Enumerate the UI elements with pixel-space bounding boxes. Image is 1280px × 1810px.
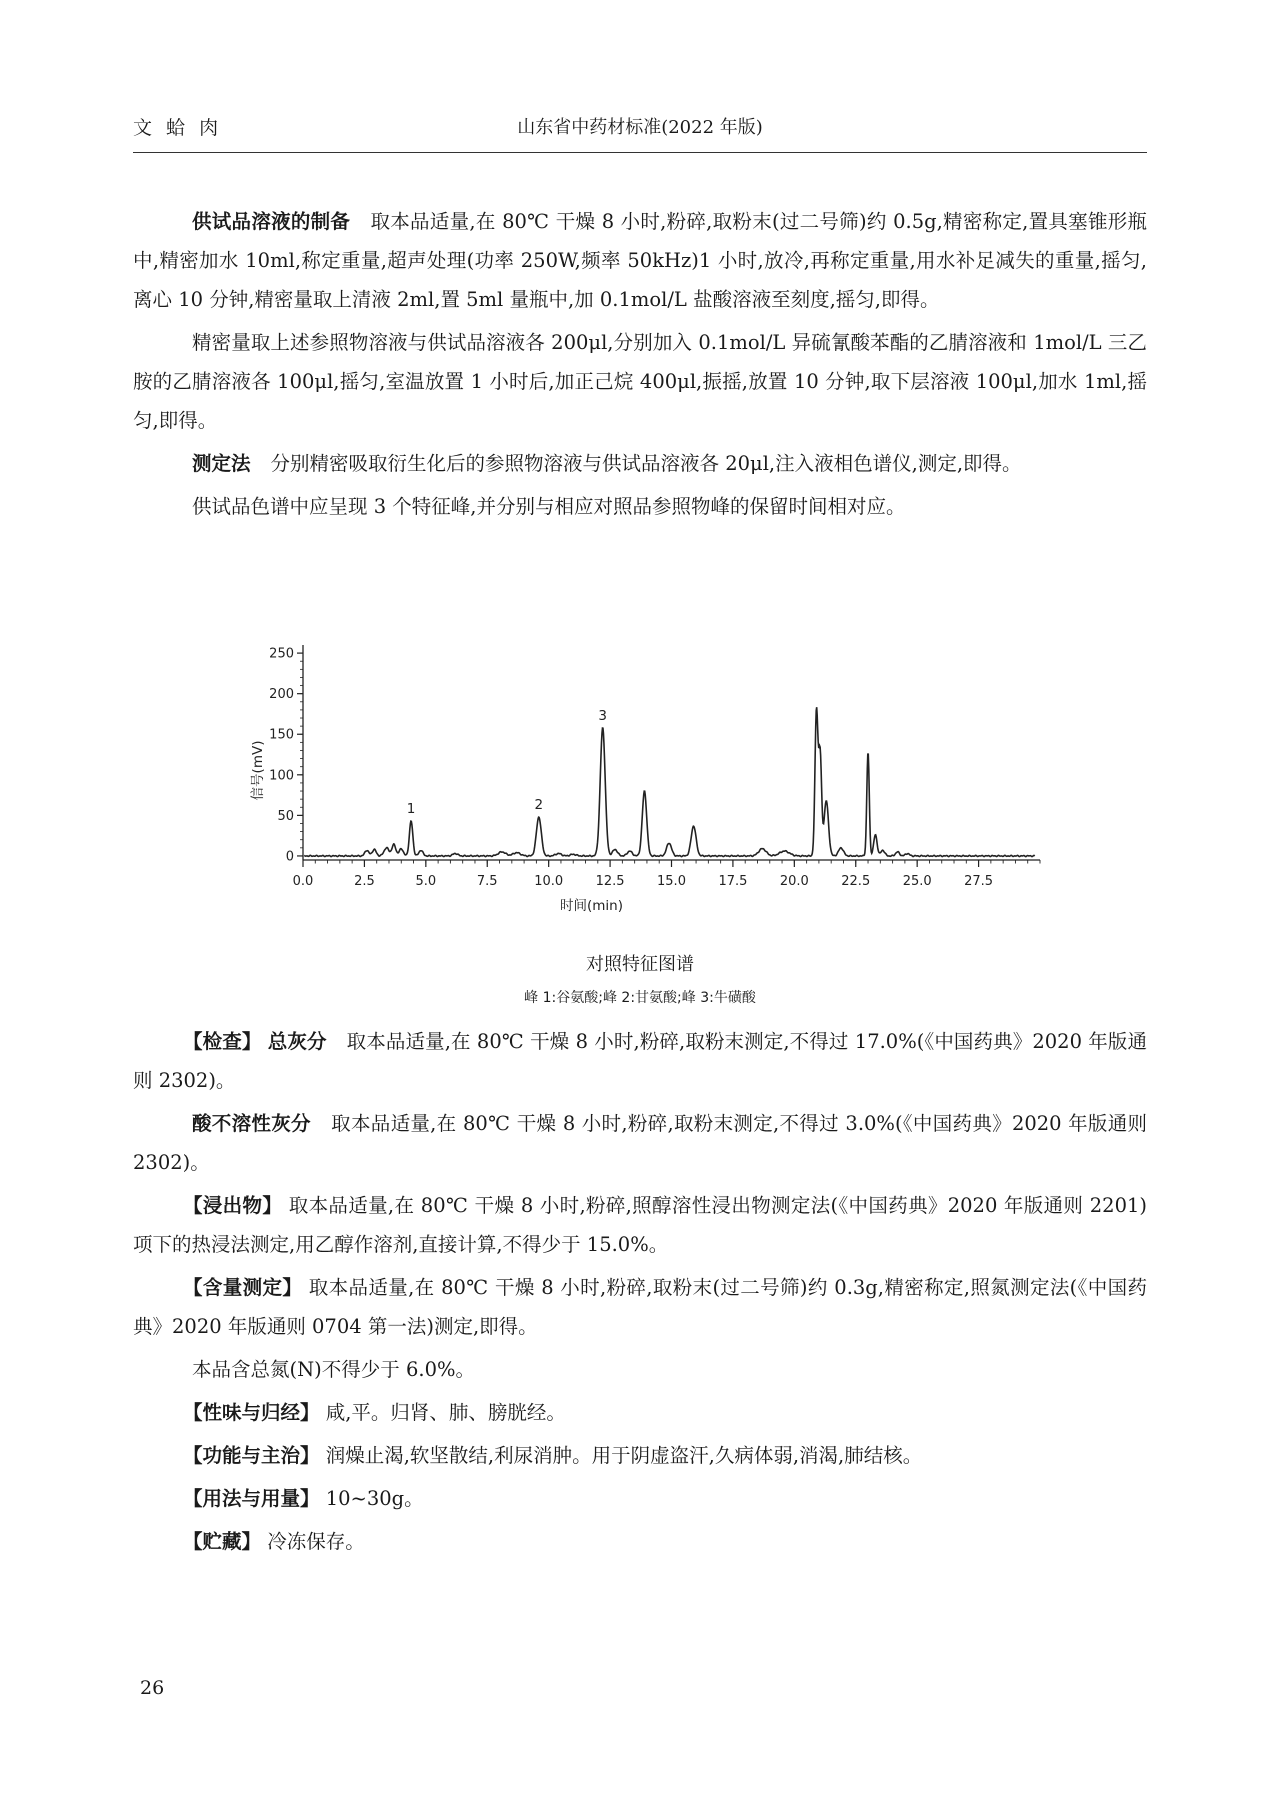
heading-function: 【功能与主治】	[183, 1444, 320, 1467]
y-tick-label: 250	[269, 646, 294, 662]
peak-labels	[407, 708, 607, 817]
header-rule	[133, 152, 1147, 153]
x-axis-label: 时间(min)	[560, 898, 623, 914]
text-requirement: 供试品色谱中应呈现 3 个特征峰,并分别与相应对照品参照物峰的保留时间相对应。	[192, 495, 906, 518]
text-derivatization: 精密量取上述参照物溶液与供试品溶液各 200μl,分别加入 0.1mol/L 异硫氰酸苯酯的乙腈溶液和 1mol/L 三乙胺的乙腈溶液各 100μl,摇匀,室温放置 1 小时后,加正己烷 400μl,振摇,放置 10 分钟,取下层溶液 100μl,加水 1ml,摇匀,即得。	[133, 331, 1147, 432]
text-method: 分别精密吸取衍生化后的参照物溶液与供试品溶液各 20μl,注入液相色谱仪,测定,即得。	[270, 452, 1022, 475]
peak-label-3: 3	[598, 707, 608, 724]
label-acid-ash: 酸不溶性灰分	[192, 1112, 311, 1135]
x-tick-label: 2.5	[354, 874, 375, 889]
x-tick-label: 12.5	[595, 874, 625, 889]
y-tick-label: 150	[269, 727, 294, 743]
label-total-ash: 总灰分	[267, 1030, 327, 1053]
heading-check: 【检查】	[183, 1030, 262, 1053]
paragraph-taste	[133, 1393, 1147, 1432]
paragraph-usage	[133, 1479, 1147, 1518]
section-checks	[133, 1022, 1147, 1565]
x-tick-label: 7.5	[476, 874, 498, 889]
x-tick-label: 10.0	[534, 874, 564, 889]
text-extract: 取本品适量,在 80℃ 干燥 8 小时,粉碎,照醇溶性浸出物测定法(《中国药典》2020 年版通则 2201)项下的热浸法测定,用乙醇作溶剂,直接计算,不得少于 15.0%。	[133, 1194, 1147, 1256]
heading-extract: 【浸出物】	[183, 1194, 283, 1217]
chart-caption: 对照特征图谱	[586, 954, 694, 975]
x-tick-label: 0.0	[292, 874, 314, 889]
text-sample-prep: 取本品适量,在 80℃ 干燥 8 小时,粉碎,取粉末(过二号筛)约 0.5g,精密称定,置具塞锥形瓶中,精密加水 10ml,称定重量,超声处理(功率 250W,频率 50kHz)1 小时,放冷,再称定重量,用水补足减失的重量,摇匀,离心 10 分钟,精密量取上清液 2ml,置 5ml 量瓶中,加 0.1mol/L 盐酸溶液至刻度,摇匀,即得。	[133, 210, 1147, 311]
label-method: 测定法	[192, 452, 251, 475]
paragraph-derivatization	[133, 323, 1147, 440]
paragraph-check-ash	[133, 1022, 1147, 1100]
label-sample-prep: 供试品溶液的制备	[192, 210, 351, 233]
x-tick-label: 22.5	[841, 874, 871, 889]
chart-subcaption: 峰 1:谷氨酸;峰 2:甘氨酸;峰 3:牛磺酸	[524, 990, 756, 1006]
heading-taste: 【性味与归经】	[183, 1401, 320, 1424]
y-tick-label: 200	[269, 687, 294, 703]
chromatogram-svg	[240, 625, 1060, 955]
paragraph-acid-ash	[133, 1104, 1147, 1182]
text-acid-ash: 取本品适量,在 80℃ 干燥 8 小时,粉碎,取粉末测定,不得过 3.0%(《中国药典》2020 年版通则 2302)。	[133, 1112, 1147, 1174]
peak-label-2: 2	[534, 797, 544, 813]
chart-axes	[250, 645, 1040, 914]
paragraph-extract	[133, 1186, 1147, 1264]
x-tick-label: 25.0	[902, 874, 932, 889]
running-header-title: 山东省中药材标准(2022 年版)	[517, 117, 763, 138]
x-tick-label: 5.0	[415, 874, 437, 889]
paragraph-method	[133, 444, 1147, 483]
chromatogram-trace	[304, 707, 1035, 856]
section-preparation	[133, 202, 1147, 530]
x-tick-label: 15.0	[657, 874, 686, 889]
x-tick-label: 17.5	[718, 874, 748, 889]
text-taste: 咸,平。归肾、肺、膀胱经。	[325, 1401, 566, 1424]
y-tick-label: 100	[269, 768, 294, 784]
text-usage: 10~30g。	[325, 1487, 424, 1510]
peak-label-1: 1	[406, 801, 416, 818]
paragraph-storage	[133, 1522, 1147, 1561]
paragraph-requirement	[133, 487, 1147, 526]
heading-assay: 【含量测定】	[183, 1276, 303, 1299]
heading-usage: 【用法与用量】	[183, 1487, 320, 1510]
y-tick-label: 50	[277, 808, 294, 824]
paragraph-sample-prep	[133, 202, 1147, 319]
y-axis-label: 信号(mV)	[250, 740, 266, 801]
chromatogram-chart	[240, 625, 1060, 955]
text-nitrogen: 本品含总氮(N)不得少于 6.0%。	[192, 1358, 476, 1381]
running-header-left: 文 蛤 肉	[133, 117, 223, 139]
y-tick-label: 0	[285, 849, 294, 865]
paragraph-assay	[133, 1268, 1147, 1346]
text-assay: 取本品适量,在 80℃ 干燥 8 小时,粉碎,取粉末(过二号筛)约 0.3g,精密称定,照氮测定法(《中国药典》2020 年版通则 0704 第一法)测定,即得。	[133, 1276, 1148, 1338]
heading-storage: 【贮藏】	[183, 1530, 262, 1553]
paragraph-function	[133, 1436, 1147, 1475]
x-tick-label: 20.0	[779, 874, 809, 889]
text-function: 润燥止渴,软坚散结,利尿消肿。用于阴虚盗汗,久病体弱,消渴,肺结核。	[325, 1444, 923, 1467]
page-number: 26	[140, 1677, 165, 1699]
text-storage: 冷冻保存。	[267, 1530, 365, 1553]
x-tick-label: 27.5	[964, 874, 994, 889]
paragraph-nitrogen	[133, 1350, 1147, 1389]
text-total-ash: 取本品适量,在 80℃ 干燥 8 小时,粉碎,取粉末测定,不得过 17.0%(《中国药典》2020 年版通则 2302)。	[133, 1030, 1147, 1092]
